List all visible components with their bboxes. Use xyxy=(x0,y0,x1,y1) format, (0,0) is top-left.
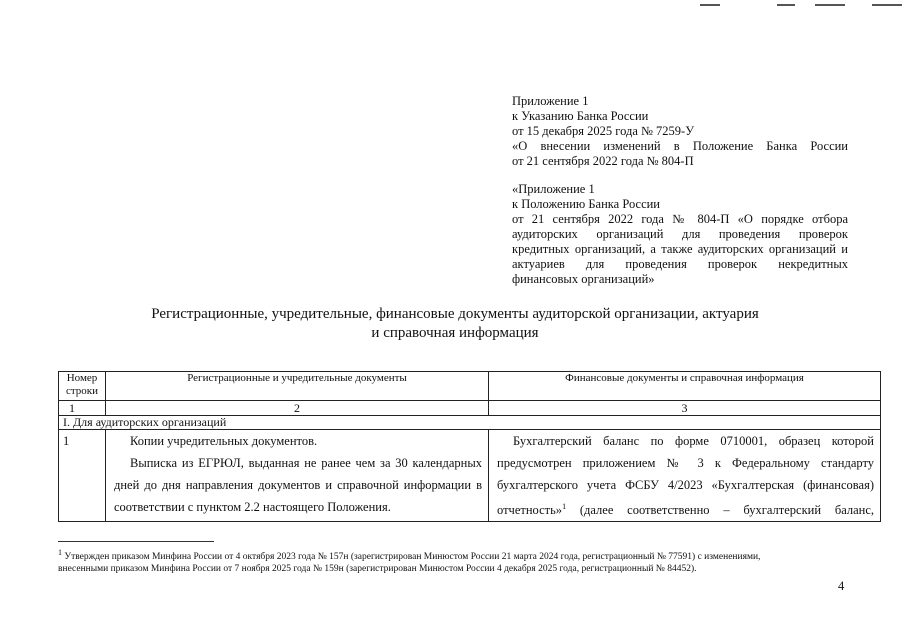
appendix-line: к Указанию Банка России xyxy=(512,109,649,123)
appendix-line: «Приложение 1 xyxy=(512,182,595,196)
column-number: 3 xyxy=(489,401,881,416)
appendix-header-decree xyxy=(512,94,848,169)
appendix-line: от 21 сентября 2022 года № 804-П xyxy=(512,154,694,168)
cell-line: дней до дня направления документов и справочной информации в xyxy=(114,478,482,492)
appendix-line: аудиторских организаций для проведения проверок xyxy=(512,227,848,241)
cell-line: бухгалтерского учета ФСБУ 4/2023 «Бухгалтерская (финансовая) xyxy=(497,478,874,492)
header-financial-docs: Финансовые документы и справочная информация xyxy=(489,372,881,401)
appendix-line: актуариев для проведения проверок некредитных xyxy=(512,257,848,271)
registration-docs-cell xyxy=(106,430,489,522)
appendix-line: Приложение 1 xyxy=(512,94,589,108)
cell-line: соответствии с пунктом 2.2 настоящего Положения. xyxy=(114,500,391,514)
document-title xyxy=(90,305,820,343)
title-line: и справочная информация xyxy=(371,325,539,341)
section-heading: I. Для аудиторских организаций xyxy=(59,416,881,430)
scan-mark xyxy=(700,4,720,6)
header-row-number: Номер строки xyxy=(59,372,106,401)
page-number: 4 xyxy=(838,579,845,593)
appendix-line: кредитных организаций, а также аудиторских организаций и xyxy=(512,242,848,256)
footnote-marker: 1 xyxy=(58,548,62,557)
row-number: 1 xyxy=(59,430,106,522)
header-registration-docs: Регистрационные и учредительные документы xyxy=(106,372,489,401)
cell-paragraph: Копии учредительных документов. xyxy=(130,434,318,448)
footnote-line: внесенными приказом Минфина России от 7 ноября 2025 года № 159н (зарегистрирован Минюстом России 4 декабря 2025 года, регистрационный № 84452). xyxy=(58,564,697,575)
appendix-line: к Положению Банка России xyxy=(512,197,660,211)
scan-mark xyxy=(815,4,845,6)
appendix-line: финансовых организаций» xyxy=(512,272,655,286)
appendix-header-regulation xyxy=(512,182,848,287)
section-row xyxy=(59,416,881,430)
footnote xyxy=(58,547,878,575)
footnote-divider xyxy=(58,541,214,542)
table-header-row xyxy=(59,372,881,401)
column-number: 1 xyxy=(59,401,106,416)
cell-line: Бухгалтерский баланс по форме 0710001, образец которой xyxy=(513,434,874,448)
financial-docs-cell xyxy=(489,430,881,522)
appendix-line: от 15 декабря 2025 года № 7259-У xyxy=(512,124,695,138)
cell-line: отчетность»$^1$ (далее соответственно – бухгалтерский баланс, xyxy=(497,502,874,518)
documents-table xyxy=(58,371,881,522)
scan-mark xyxy=(777,4,795,6)
table-row xyxy=(59,430,881,522)
cell-line: Выписка из ЕГРЮЛ, выданная не ранее чем за 30 календарных xyxy=(130,456,482,470)
title-line: Регистрационные, учредительные, финансовые документы аудиторской организации, актуария xyxy=(151,306,759,322)
column-number-row xyxy=(59,401,881,416)
footnote-ref[interactable]: 1 xyxy=(562,502,567,511)
scan-mark xyxy=(872,4,902,6)
cell-line: предусмотрен приложением № 3 к Федеральному стандарту xyxy=(497,456,874,470)
appendix-line: «О внесении изменений в Положение Банка России xyxy=(512,139,848,153)
appendix-line: от 21 сентября 2022 года № 804-П «О порядке отбора xyxy=(512,212,848,226)
column-number: 2 xyxy=(106,401,489,416)
footnote-line: $^1$ Утвержден приказом Минфина России от 4 октября 2023 года № 157н (зарегистрирован Минюстом России 21 марта 2024 года, регистрационный № 77591) с изменениями, xyxy=(58,548,761,563)
